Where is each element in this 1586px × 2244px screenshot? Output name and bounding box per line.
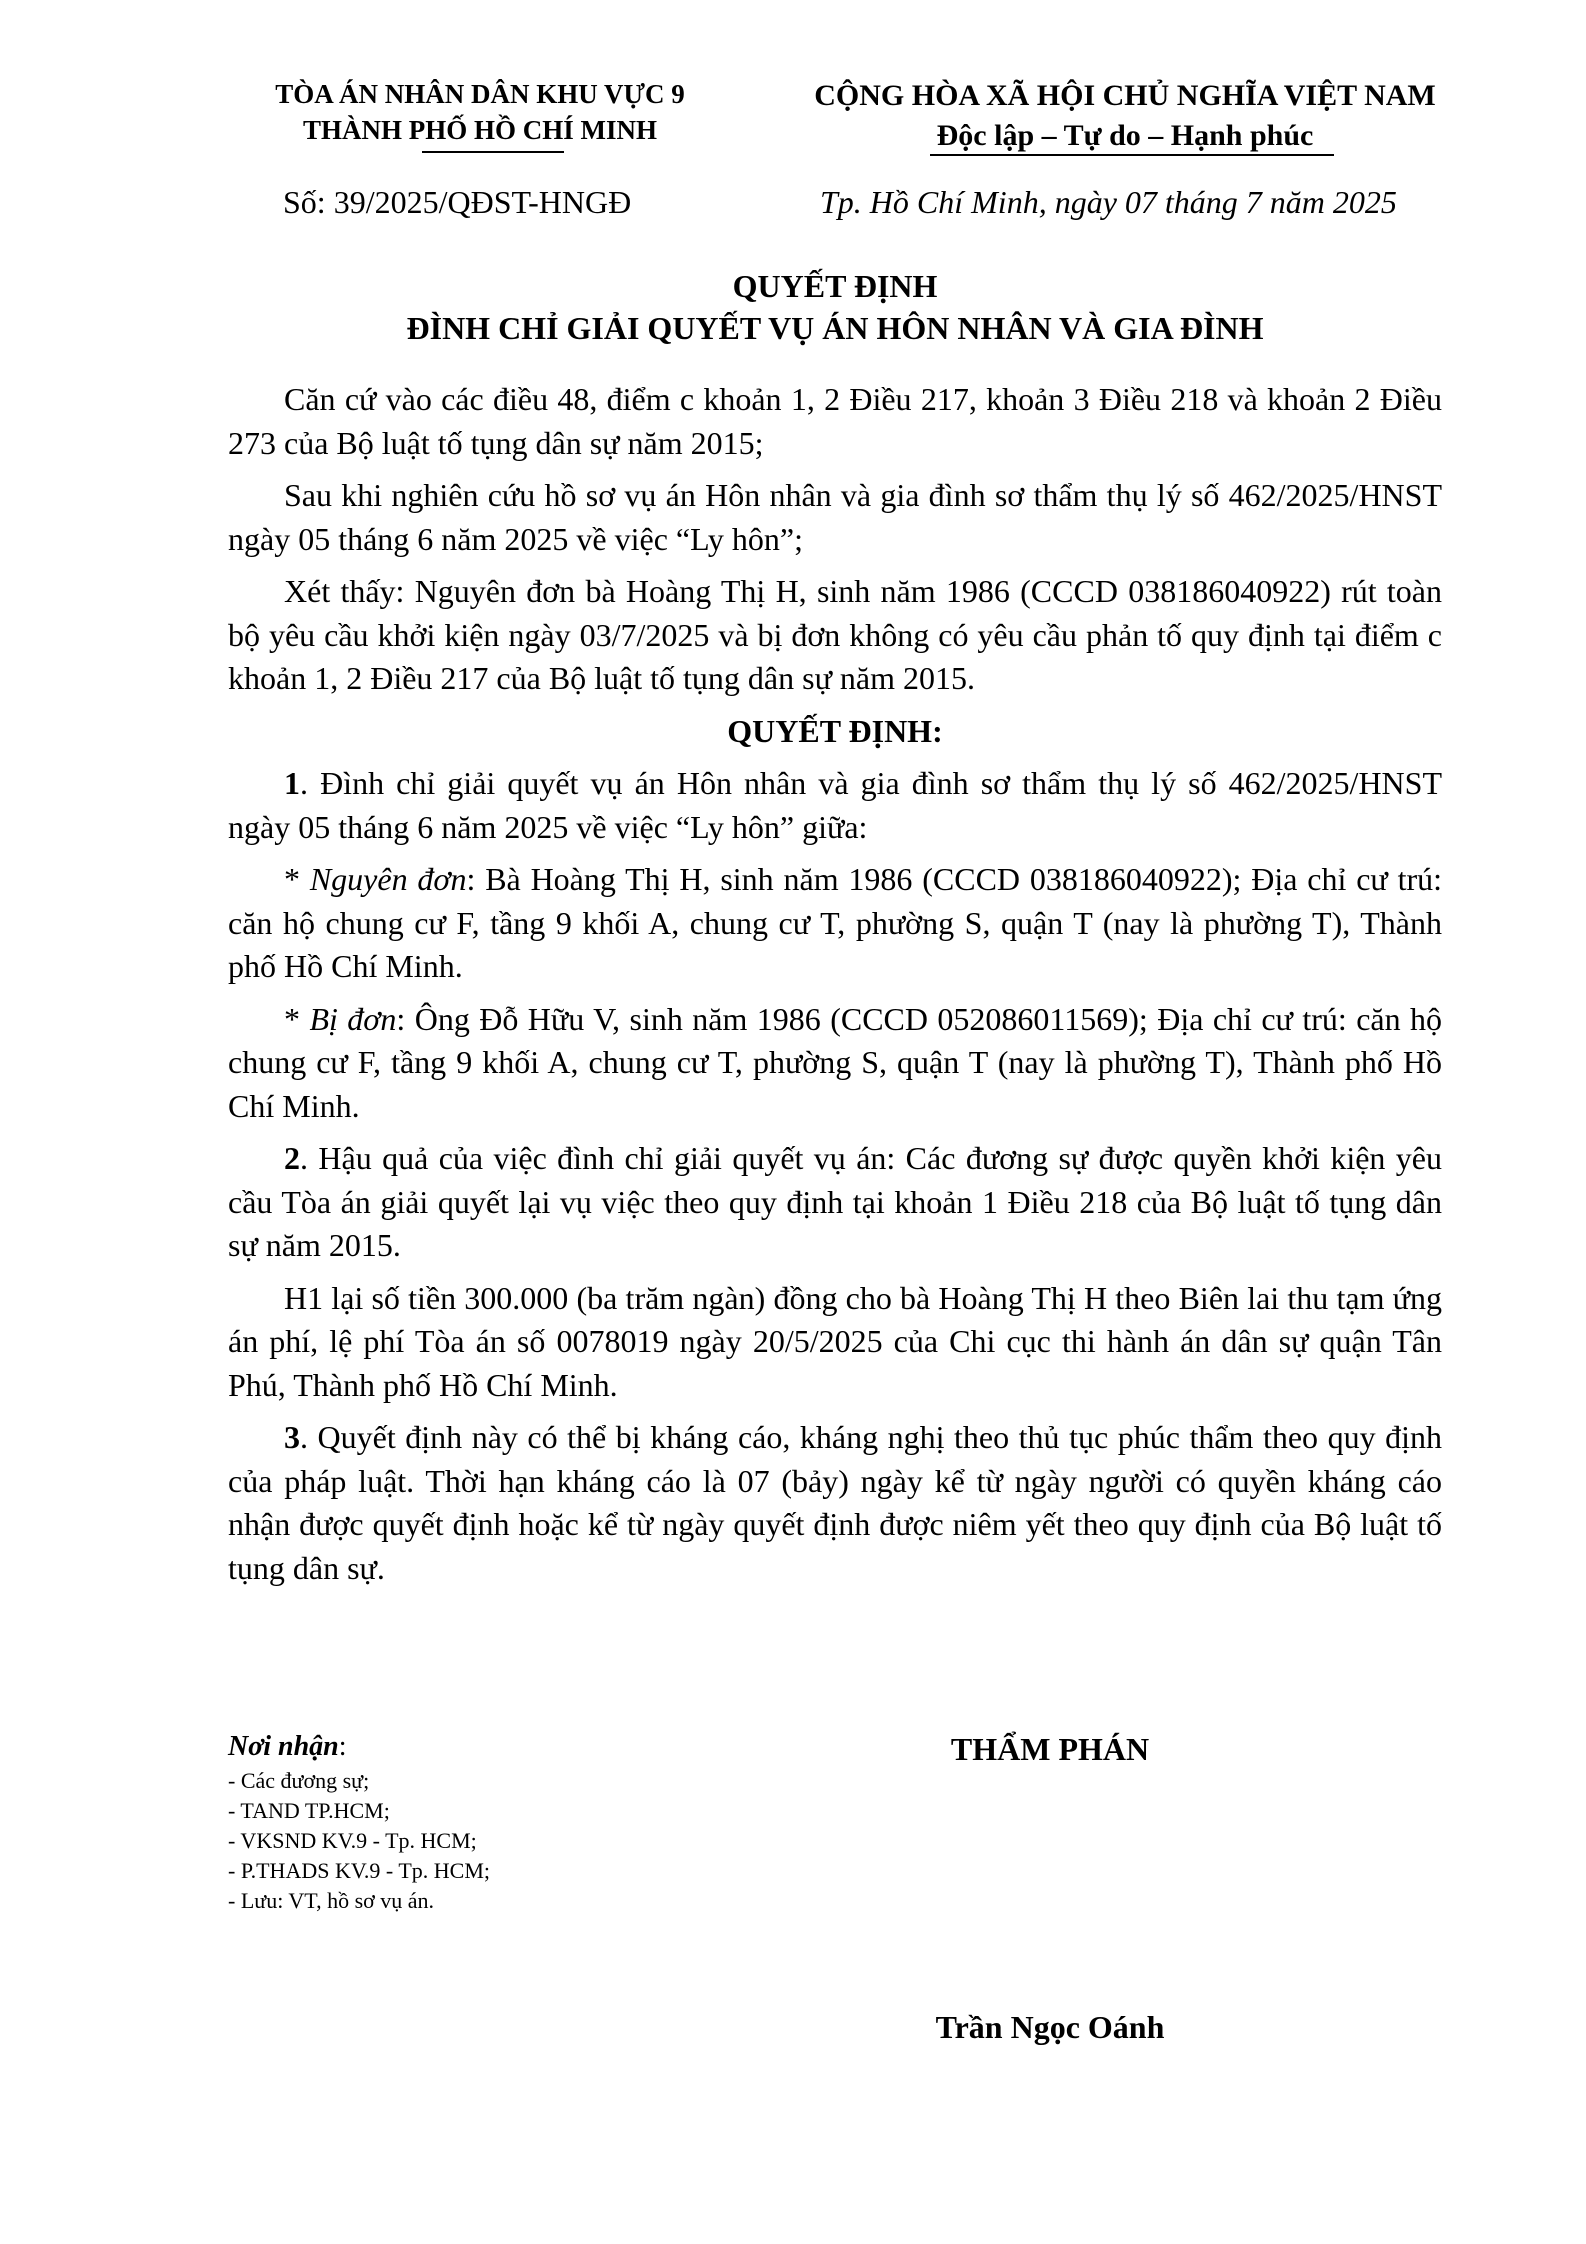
item-number: 1 xyxy=(284,765,300,801)
recipients-title: Nơi nhận xyxy=(228,1731,339,1762)
refund-paragraph: H1 lại số tiền 300.000 (ba trăm ngàn) đồng cho bà Hoàng Thị H theo Biên lai thu tạm ứng án phí, lệ phí Tòa án số 0078019 ngày 20/5/2025 của Chi cục thi hành án dân sự quận Tân Phú, Thành phố Hồ Chí Minh. xyxy=(228,1279,1442,1403)
defendant-label: Bị đơn xyxy=(309,1000,397,1037)
recipient-item: - Lưu: VT, hồ sơ vụ án. xyxy=(228,1888,435,1913)
legal-basis-paragraph: Căn cứ vào các điều 48, điểm c khoản 1, 2 Điều 217, khoản 3 Điều 218 và khoản 2 Điều 273 của Bộ luật tố tụng dân sự năm 2015; xyxy=(228,381,1442,461)
motto-underline xyxy=(930,154,1334,156)
decision-item-3 xyxy=(228,1416,1442,1590)
court-city: THÀNH PHỐ HỒ CHÍ MINH xyxy=(302,115,657,145)
national-motto: Độc lập – Tự do – Hạnh phúc xyxy=(936,119,1314,152)
national-header xyxy=(800,76,1450,156)
document-body xyxy=(228,378,1442,1599)
court-header xyxy=(240,76,720,148)
item-text: . Đình chỉ giải quyết vụ án Hôn nhân và gia đình sơ thẩm thụ lý số 462/2025/HNST ngày 05 tháng 6 năm 2025 về việc “Ly hôn” giữa: xyxy=(228,765,1442,845)
title-line-2: ĐÌNH CHỈ GIẢI QUYẾT VỤ ÁN HÔN NHÂN VÀ GIA ĐÌNH xyxy=(406,310,1264,346)
court-name: TÒA ÁN NHÂN DÂN KHU VỰC 9 xyxy=(275,79,685,109)
recipients-colon: : xyxy=(338,1731,347,1762)
findings-paragraph: Xét thấy: Nguyên đơn bà Hoàng Thị H, sinh năm 1986 (CCCD 038186040922) rút toàn bộ yêu cầu khởi kiện ngày 03/7/2025 và bị đơn không có yêu cầu phản tố quy định tại điểm c khoản 1, 2 Điều 217 của Bộ luật tố tụng dân sự năm 2015. xyxy=(228,573,1442,696)
republic-name: CỘNG HÒA XÃ HỘI CHỦ NGHĨA VIỆT NAM xyxy=(814,79,1436,112)
recipient-item: - Các đương sự; xyxy=(228,1768,370,1793)
document-title xyxy=(230,265,1440,349)
recipient-item: - TAND TP.HCM; xyxy=(228,1798,390,1823)
recipients-heading xyxy=(228,1728,728,1766)
decision-item-2 xyxy=(228,1137,1442,1268)
item-number: 2 xyxy=(284,1140,300,1176)
decision-date: Tp. Hồ Chí Minh, ngày 07 tháng 7 năm 2025 xyxy=(820,184,1397,220)
decision-number: Số: 39/2025/QĐST-HNGĐ xyxy=(283,184,632,220)
title-line-1: QUYẾT ĐỊNH xyxy=(732,268,938,304)
recipient-item: - P.THADS KV.9 - Tp. HCM; xyxy=(228,1858,491,1883)
item-text: . Quyết định này có thể bị kháng cáo, kháng nghị theo thủ tục phúc thẩm theo quy định của pháp luật. Thời hạn kháng cáo là 07 (bảy) ngày kể từ ngày người có quyền kháng cáo nhận được quyết định hoặc kể từ ngày quyết định được niêm yết theo quy định của Bộ luật tố tụng dân sự. xyxy=(228,1419,1442,1586)
judge-name: Trần Ngọc Oánh xyxy=(935,2009,1165,2045)
decision-heading: QUYẾT ĐỊNH: xyxy=(727,712,943,749)
court-header-underline xyxy=(422,151,564,153)
item-number: 3 xyxy=(284,1419,300,1455)
bullet-star: * xyxy=(284,861,310,897)
defendant-details: : Ông Đỗ Hữu V, sinh năm 1986 (CCCD 052086011569); Địa chỉ cư trú: căn hộ chung cư F, tầng 9 khối A, chung cư T, phường S, quận T (nay là phường T), Thành phố Hồ Chí Minh. xyxy=(228,1000,1443,1124)
case-review-paragraph: Sau khi nghiên cứu hồ sơ vụ án Hôn nhân và gia đình sơ thẩm thụ lý số 462/2025/HNST ngày 05 tháng 6 năm 2025 về việc “Ly hôn”; xyxy=(228,477,1442,557)
plaintiff-label: Nguyên đơn xyxy=(309,861,467,897)
plaintiff-details: : Bà Hoàng Thị H, sinh năm 1986 (CCCD 038186040922); Địa chỉ cư trú: căn hộ chung cư F, tầng 9 khối A, chung cư T, phường S, quận T (nay là phường T), Thành phố Hồ Chí Minh. xyxy=(228,861,1443,984)
bullet-star: * xyxy=(284,1000,310,1037)
judge-title: THẨM PHÁN xyxy=(950,1731,1150,1767)
recipient-item: - VKSND KV.9 - Tp. HCM; xyxy=(228,1828,477,1853)
decision-item-1 xyxy=(228,762,1442,849)
defendant-paragraph xyxy=(228,998,1442,1129)
recipients-block xyxy=(228,1728,728,1916)
plaintiff-paragraph xyxy=(228,858,1442,989)
item-text: . Hậu quả của việc đình chỉ giải quyết vụ án: Các đương sự được quyền khởi kiện yêu cầu Tòa án giải quyết lại vụ việc theo quy định tại khoản 1 Điều 218 của Bộ luật tố tụng dân sự năm 2015. xyxy=(228,1140,1442,1263)
